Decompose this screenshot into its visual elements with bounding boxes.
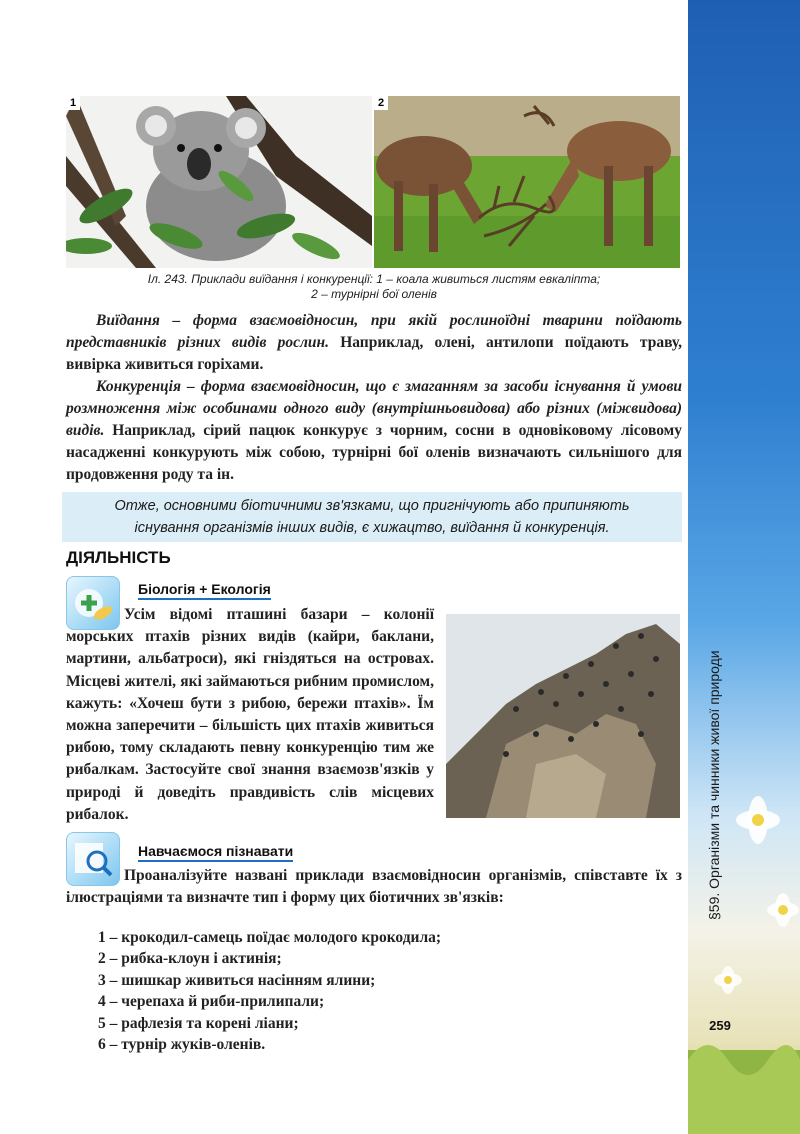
page-number: 259 [709,1018,731,1033]
activity-heading: ДІЯЛЬНІСТЬ [66,548,171,567]
list-item: 6 – турнір жуків-оленів. [98,1036,266,1054]
photo-number: 1 [66,96,80,110]
flowers-illustration [688,760,800,1134]
list-item: 2 – рибка-клоун і актинія; [98,950,282,968]
photo-number: 2 [374,96,388,110]
biology-ecology-title: Біологія + Екологія [138,581,271,600]
summary-line-1: Отже, основними біотичними зв'язками, що пригнічують або припиняють [114,498,630,514]
summary-line-2: існування організмів інших видів, є хижацтво, виїдання й конкуренція. [134,520,610,536]
section-title-vertical: §59. Організми та чинники живої природи [706,650,722,920]
learning-text [66,865,682,908]
bird-colony-photo [446,614,680,818]
paragraph-competition [66,376,682,486]
example-competition: Наприклад, сірий пацюк конкурує з чорним, сосни в одновіковому лісовому насадженні конкурують між собою, турнірні бої оленів визначають сильнішого для продовження роду та ін. [66,422,682,483]
term-competition: Конкуренція [96,378,181,395]
learning-title: Навчаємося пізнавати [138,843,293,862]
examples-list [98,927,598,1055]
definition-competition: – форма взаємовідносин, що є змаганням за засоби існування й умови розмноження між особинами одного виду (внутрішньовидова) або різних (міжвидова) видів. [66,378,682,439]
bird-colony-image [446,614,680,818]
list-item: 4 – черепаха й риби-прилипали; [98,993,325,1011]
caption-line-1: Іл. 243. Приклади виїдання і конкуренції: 1 – коала живиться листям евкаліпта; [147,272,601,286]
learning-paragraph: Проаналізуйте названі приклади взаємовідносин організмів, співставте їх з ілюстраціями та визначте тип і форму цих біотичних зв'язків: [66,867,682,906]
list-item: 1 – крокодил-самець поїдає молодого крокодила; [98,929,442,946]
side-decorative-strip [688,0,800,1134]
koala-image [66,96,372,268]
definition-grazing: – форма взаємовідносин, при якій рослиноїдні тварини поїдають представників різних видів рослин. [66,312,682,351]
summary-highlight-box [62,492,682,542]
list-item: 5 – рафлезія та корені ліани; [98,1014,299,1032]
biology-ecology-paragraph: Усім відомі пташині базари – колонії морських птахів різних видів (кайри, баклани, мартини, альбатроси), які гніздяться на островах. Місцеві жителі, які займаються рибним промислом, кажуть: «Хочеш бути з рибою, бережи птахів». Їм можна заперечити – більшість цих птахів живиться рибою, тому складають певну конкуренцію тим же рибалкам. Застосуйте свої знання взаємозв'язків у природі й доведіть правдивість слів місцевих рибалок. [66,606,434,823]
list-item: 3 – шишкар живиться насінням ялини; [98,971,376,989]
koala-photo [66,96,372,268]
term-grazing: Виїдання [96,312,160,329]
paragraph-predation-grazing [66,310,682,376]
example-grazing: Наприклад, олені, антилопи поїдають траву, вивірка живиться горіхами. [66,334,682,373]
deer-photo [374,96,680,268]
caption-line-2: 2 – турнірні бої оленів [311,287,437,301]
deer-image [374,96,680,268]
figure-caption [66,272,682,302]
biology-ecology-text [66,604,434,826]
